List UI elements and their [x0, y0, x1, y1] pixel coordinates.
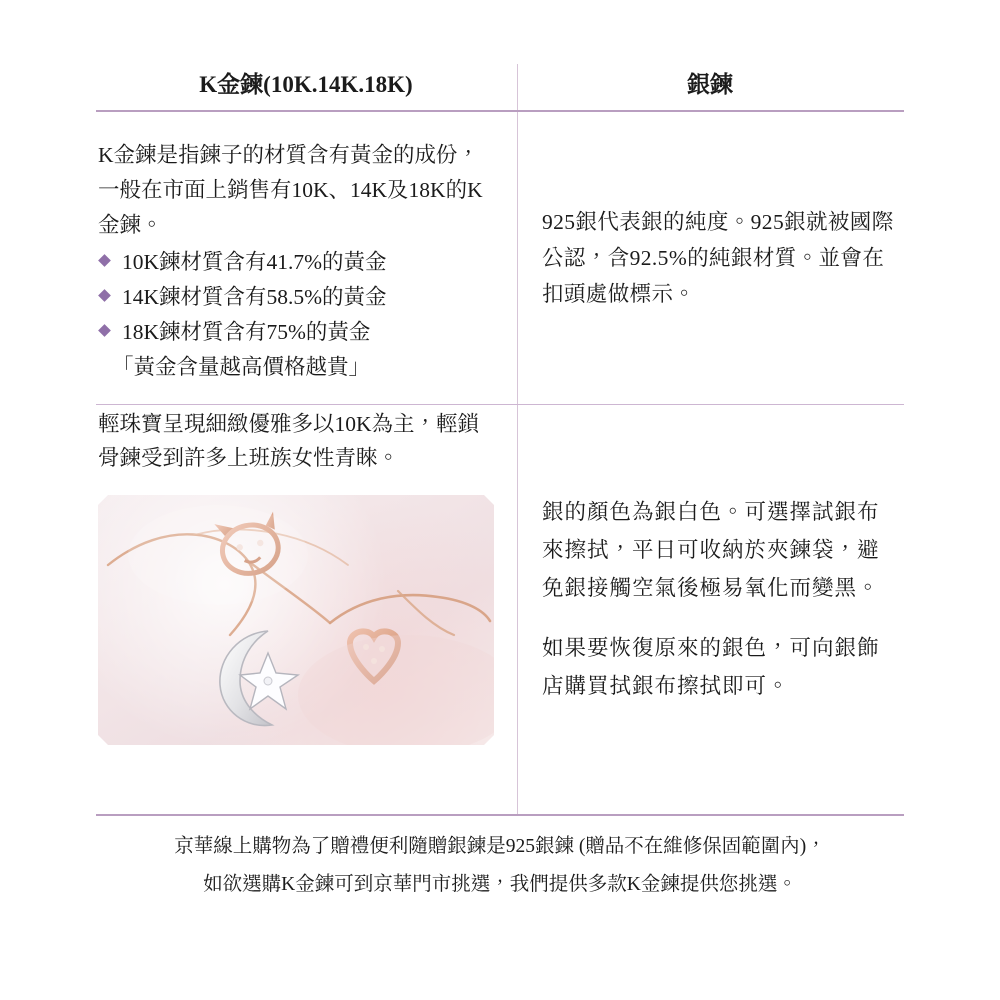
kgold-silver-comparison-table	[96, 60, 904, 745]
list-item	[98, 315, 490, 350]
footer-note	[96, 828, 904, 904]
list-item-label: 18K鍊材質含有75%的黃金	[122, 320, 371, 344]
table-column-divider	[517, 64, 518, 814]
list-item	[98, 245, 490, 280]
kgold-purity-list	[98, 245, 490, 350]
list-item	[98, 280, 490, 315]
kgold-usage-text: 輕珠寶呈現細緻優雅多以10K為主，輕鎖骨鍊受到許多上班族女性青睞。	[98, 412, 480, 470]
footer-line-1: 京華線上購物為了贈禮便利隨贈銀鍊是925銀鍊 (贈品不在維修保固範圍內)，	[174, 836, 826, 857]
necklace-photo-frame	[98, 495, 494, 745]
table-row	[96, 110, 904, 385]
rose-gold-and-silver-pendant-necklaces-photo	[98, 495, 494, 745]
list-item-label: 14K鍊材質含有58.5%的黃金	[122, 285, 387, 309]
silver-purity-cell	[516, 110, 904, 385]
column-header-silver: 銀鍊	[687, 72, 733, 97]
kgold-price-note: 「黃金含量越高價格越貴」	[112, 355, 371, 379]
diamond-bullet-icon	[98, 324, 111, 337]
diamond-bullet-icon	[98, 289, 111, 302]
table-header-row	[96, 60, 904, 110]
footer-line-2: 如欲選購K金鍊可到京華門市挑選，我們提供多款K金鍊提供您挑選。	[203, 874, 797, 895]
kgold-definition-cell	[96, 110, 516, 385]
kgold-usage-cell	[96, 385, 516, 745]
list-item-label: 10K鍊材質含有41.7%的黃金	[122, 250, 387, 274]
silver-purity-text: 925銀代表銀的純度。925銀就被國際公認，含92.5%的純銀材質。並會在扣頭處做標示。	[542, 210, 894, 306]
silver-care-cell	[516, 385, 904, 745]
table-row-divider	[96, 404, 904, 405]
table-row	[96, 385, 904, 745]
table-header-rule	[96, 110, 904, 112]
column-header-kgold: K金鍊(10K.14K.18K)	[199, 72, 413, 97]
silver-care-text-1: 銀的顏色為銀白色。可選擇試銀布來擦拭，平日可收納於夾鍊袋，避免銀接觸空氣後極易氧化而變黑。	[542, 500, 880, 600]
silver-care-text-2: 如果要恢復原來的銀色，可向銀飾店購買拭銀布擦拭即可。	[542, 636, 880, 698]
kgold-intro-text: K金鍊是指鍊子的材質含有黃金的成份，一般在市面上銷售有10K、14K及18K的K金鍊。	[98, 143, 483, 237]
table-bottom-rule	[96, 814, 904, 816]
diamond-bullet-icon	[98, 254, 111, 267]
